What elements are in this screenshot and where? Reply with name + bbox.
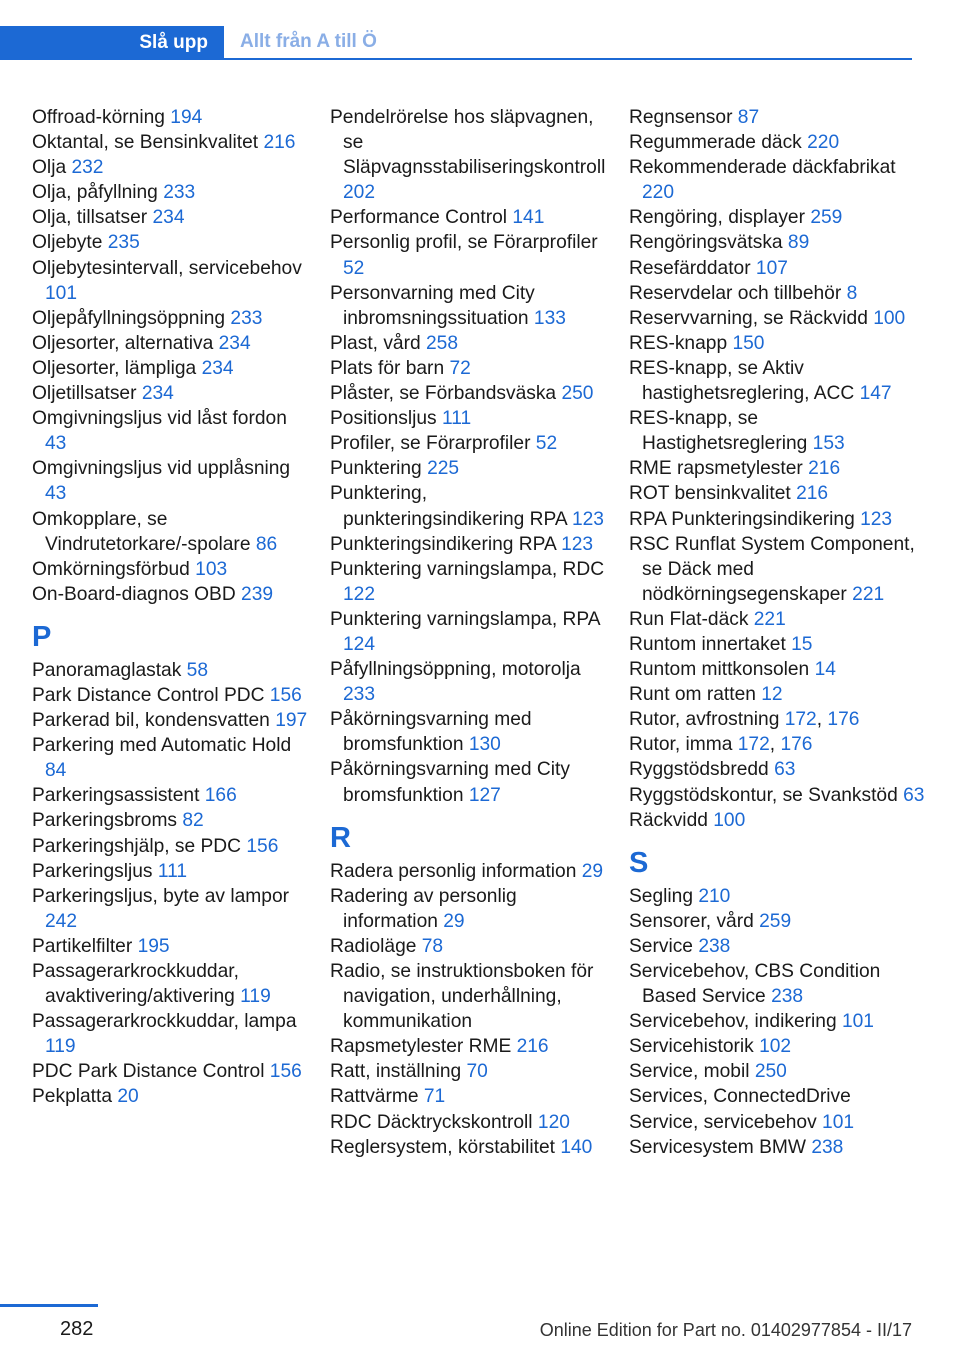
index-entry (629, 959, 925, 1009)
index-term: Services, ConnectedDrive (629, 1086, 851, 1108)
page-link[interactable]: 82 (182, 810, 204, 832)
page-link[interactable]: 29 (443, 910, 465, 932)
index-entry (330, 1110, 612, 1135)
page-link[interactable]: 63 (903, 784, 925, 806)
index-entry (330, 456, 612, 481)
index-term: Parkeringsljus, byte av lampor (32, 885, 290, 907)
page-link[interactable]: 259 (810, 207, 843, 229)
section-letter: P (32, 620, 52, 653)
page-link[interactable]: 194 (170, 107, 203, 128)
index-entry (330, 1135, 612, 1160)
page-link[interactable]: 63 (774, 759, 796, 781)
index-term: Oljebytesintervall, servicebehov (32, 257, 302, 279)
page-link[interactable]: 119 (240, 986, 271, 1008)
index-term: Omgivningsljus vid låst fordon (32, 408, 287, 430)
index-term: Omkörningsförbud (32, 558, 196, 580)
page-link[interactable]: 14 (814, 659, 836, 681)
index-term: Oljesorter, lämpliga (32, 357, 202, 379)
section-letter: R (330, 821, 351, 854)
page-link[interactable]: 239 (241, 583, 274, 605)
page-link[interactable]: 176 (827, 709, 860, 731)
index-entry (330, 607, 612, 657)
index-term: Offroad-körning (32, 107, 171, 128)
index-entry (629, 884, 925, 909)
index-entry (330, 532, 612, 557)
page-link[interactable]: 78 (421, 935, 444, 957)
index-entry (330, 657, 612, 707)
index-entry (330, 356, 612, 381)
index-entry (629, 1059, 925, 1084)
index-column-2 (330, 105, 612, 1160)
page-separator: , (769, 734, 781, 756)
page-link[interactable]: 111 (157, 860, 188, 882)
tab-sla-upp[interactable]: Slå upp (0, 26, 224, 60)
index-term: RME rapsmetylester (629, 458, 809, 480)
page-link[interactable]: 221 (852, 583, 885, 605)
index-term: Påkörningsvarning med bromsfunktion (330, 709, 532, 756)
index-entry (629, 757, 925, 782)
page-link[interactable]: 102 (759, 1036, 792, 1058)
index-entry (32, 205, 312, 230)
index-term: Oljepåfyllningsöppning (32, 307, 231, 329)
index-entry (629, 105, 925, 130)
index-entry (330, 859, 612, 884)
index-entry (32, 180, 312, 205)
page-link[interactable]: 221 (753, 608, 786, 630)
index-term: Personvarning med City inbromsningssituation (330, 282, 535, 329)
index-term: Parkeringsbroms (32, 810, 183, 832)
index-term: Servicebehov, CBS Condition Based Service (629, 961, 881, 1008)
index-entry (629, 306, 925, 331)
index-term: Oljetillsatser (32, 383, 142, 405)
index-entry (629, 331, 925, 356)
index-term: ROT bensinkvalitet (629, 483, 797, 505)
index-term: Plats för barn (330, 357, 450, 379)
index-term: Rutor, avfrostning (629, 709, 785, 731)
index-entry (330, 1059, 612, 1084)
page-link[interactable]: 216 (808, 458, 841, 480)
header-tabs (0, 26, 896, 60)
index-term: Park Distance Control PDC (32, 684, 270, 706)
page-link[interactable]: 216 (263, 132, 296, 154)
page-link[interactable]: 233 (343, 684, 376, 706)
page-link[interactable]: 84 (45, 760, 67, 782)
index-term: Plast, vård (330, 332, 426, 354)
page-link[interactable]: 15 (791, 633, 813, 655)
index-term: Parkerad bil, kondensvatten (32, 710, 276, 732)
index-term: Runtom mittkonsolen (629, 659, 815, 681)
page-link[interactable]: 166 (204, 785, 237, 807)
page-link[interactable]: 103 (195, 558, 228, 580)
index-entry (32, 834, 312, 859)
index-entry (330, 331, 612, 356)
page-link[interactable]: 43 (45, 433, 67, 455)
index-term: Punktering varningslampa, RDC (330, 558, 605, 580)
page-link[interactable]: 202 (343, 182, 376, 204)
index-term: Servicesystem BMW (629, 1136, 812, 1158)
page-link[interactable]: 123 (860, 508, 893, 530)
index-term: Service, servicebehov (629, 1111, 823, 1133)
edition-line: Online Edition for Part no. 01402977854 - II/17 (539, 1320, 912, 1340)
index-entry (330, 105, 612, 205)
index-entry (629, 281, 925, 306)
index-entry (629, 406, 925, 456)
index-entry (330, 707, 612, 757)
index-term: RES-knapp (629, 332, 733, 354)
index-column-3 (629, 105, 925, 1160)
index-entry (32, 356, 312, 381)
page-link[interactable]: 122 (343, 583, 376, 605)
index-term: Punktering, punkteringsindikering RPA (330, 483, 572, 530)
index-entry (330, 481, 612, 531)
index-entry (330, 230, 612, 280)
index-term: Partikelfilter (32, 935, 138, 957)
index-entry (32, 1084, 312, 1109)
index-entry (32, 331, 312, 356)
index-entry (32, 306, 312, 331)
index-entry (629, 456, 925, 481)
index-term: Rekommenderade däckfabrikat (629, 157, 896, 179)
page-separator: , (816, 709, 828, 731)
page-link[interactable]: 119 (45, 1036, 76, 1058)
index-term: Ratt, inställning (330, 1061, 467, 1083)
index-term: Positionsljus (330, 408, 442, 430)
index-entry (629, 1034, 925, 1059)
page-link[interactable]: 141 (512, 207, 545, 229)
index-term: Oljesorter, alternativa (32, 332, 219, 354)
index-term: RSC Runflat System Component, se Däck med nödkörningsegenskaper (629, 533, 915, 605)
index-entry (32, 658, 312, 683)
index-term: Reservdelar och tillbehör (629, 282, 847, 304)
index-entry (629, 1009, 925, 1034)
index-term: RES-knapp, se Hastighetsreglering (629, 408, 813, 455)
page-link[interactable]: 210 (698, 885, 731, 907)
page-link[interactable]: 52 (535, 433, 558, 455)
index-term: PDC Park Distance Control (32, 1061, 270, 1083)
page-link[interactable]: 156 (269, 1061, 302, 1083)
page-link[interactable]: 232 (71, 157, 104, 179)
index-entry (330, 1084, 612, 1109)
page-link[interactable]: 250 (561, 383, 594, 405)
index-entry (629, 909, 925, 934)
index-entry (629, 732, 925, 757)
index-term: Omgivningsljus vid upplåsning (32, 458, 291, 480)
index-term: Ryggstödskontur, se Svankstöd (629, 784, 904, 806)
index-entry (629, 230, 925, 255)
index-term: Regummerade däck (629, 132, 808, 154)
index-entry (32, 808, 312, 833)
index-entry (629, 130, 925, 155)
page-link[interactable]: 86 (255, 533, 278, 555)
index-term: Rengöringsvätska (629, 232, 788, 254)
index-entry (629, 808, 925, 833)
index-entry (32, 105, 312, 130)
index-entry (629, 155, 925, 205)
page-link[interactable]: 150 (732, 332, 765, 354)
index-term: RPA Punkteringsindikering (629, 508, 861, 530)
page-link[interactable]: 176 (780, 734, 813, 756)
page-link[interactable]: 101 (822, 1111, 855, 1133)
page-link[interactable]: 220 (807, 132, 840, 154)
page-link[interactable]: 12 (761, 684, 783, 706)
index-term: Olja (32, 157, 72, 179)
page-link[interactable]: 234 (141, 383, 174, 405)
index-term: Rattvärme (330, 1086, 424, 1108)
index-entry (32, 1009, 312, 1059)
page-link[interactable]: 234 (152, 207, 185, 229)
index-term: Regnsensor (629, 107, 738, 128)
page-link[interactable]: 220 (642, 182, 675, 204)
index-term: Rapsmetylester RME (330, 1036, 517, 1058)
page-link[interactable]: 101 (841, 1011, 874, 1033)
index-term: Omkopplare, se Vindrutetorkare/-spolare (32, 508, 256, 555)
index-term: Radera personlig information (330, 860, 582, 882)
index-term: Parkeringsassistent (32, 785, 205, 807)
index-term: Run Flat-däck (629, 608, 754, 630)
index-entry (629, 1084, 925, 1109)
page-link[interactable]: 195 (137, 935, 170, 957)
index-term: Segling (629, 885, 699, 907)
page-link[interactable]: 216 (516, 1036, 549, 1058)
page-link[interactable]: 225 (427, 458, 460, 480)
index-entry (330, 1034, 612, 1059)
index-entry (32, 256, 312, 306)
index-term: Radioläge (330, 935, 422, 957)
index-term: Radio, se instruktionsboken för navigation, underhållning, kommunikation (330, 961, 594, 1033)
index-term: Performance Control (330, 207, 513, 229)
index-term: Passagerarkrockkuddar, avaktivering/aktivering (32, 961, 241, 1008)
page-link[interactable]: 153 (812, 433, 845, 455)
page-link[interactable]: 156 (246, 835, 279, 857)
index-entry (330, 959, 612, 1034)
index-term: Punktering (330, 458, 428, 480)
page-link[interactable]: 100 (713, 809, 746, 831)
index-entry (32, 733, 312, 783)
page-link[interactable]: 156 (269, 684, 302, 706)
page-link[interactable]: 242 (45, 910, 78, 932)
page-link[interactable]: 123 (561, 533, 594, 555)
index-entry (629, 934, 925, 959)
page-link[interactable]: 238 (811, 1136, 844, 1158)
index-term: Parkeringsljus (32, 860, 158, 882)
index-term: Parkering med Automatic Hold (32, 735, 292, 757)
index-entry (330, 406, 612, 431)
section-letter: S (629, 846, 649, 879)
page-link[interactable]: 20 (117, 1086, 139, 1108)
index-entry (330, 205, 612, 230)
index-entry (330, 281, 612, 331)
index-term: Pekplatta (32, 1086, 118, 1108)
page-link[interactable]: 234 (201, 357, 234, 379)
index-term: Oktantal, se Bensinkvalitet (32, 132, 264, 154)
page-link[interactable]: 238 (771, 986, 804, 1008)
index-term: Punkteringsindikering RPA (330, 533, 562, 555)
page-link[interactable]: 87 (737, 107, 760, 128)
page-link[interactable]: 233 (163, 182, 196, 204)
index-term: RES-knapp, se Aktiv hastighetsreglering, ACC (629, 357, 860, 405)
page-link[interactable]: 107 (755, 257, 788, 279)
index-entry (629, 1110, 925, 1135)
index-term: Service (629, 935, 699, 957)
index-entry (32, 582, 312, 607)
page-link[interactable]: 234 (218, 332, 251, 354)
page-link[interactable]: 71 (423, 1086, 446, 1108)
page-link[interactable]: 172 (737, 734, 770, 756)
page-link[interactable]: 43 (45, 483, 67, 505)
index-term: Radering av personlig information (330, 885, 517, 932)
index-entry (330, 381, 612, 406)
index-entry (32, 381, 312, 406)
index-entry (629, 657, 925, 682)
index-entry (32, 783, 312, 808)
page-link[interactable]: 133 (533, 307, 566, 329)
index-term: Panoramaglastak (32, 659, 187, 681)
index-entry (330, 884, 612, 934)
index-entry (629, 507, 925, 532)
index-term: Resefärddator (629, 257, 756, 279)
page-link[interactable]: 100 (873, 307, 906, 329)
index-entry (32, 683, 312, 708)
page-link[interactable]: 89 (787, 232, 810, 254)
index-term: On-Board-diagnos OBD (32, 583, 242, 605)
page-link[interactable]: 58 (186, 659, 208, 681)
index-entry (629, 607, 925, 632)
index-entry (32, 934, 312, 959)
page-link[interactable]: 111 (441, 408, 472, 430)
index-term: Påkörningsvarning med City bromsfunktion (330, 759, 570, 806)
footer-accent-bar (0, 1304, 98, 1307)
index-term: Ryggstödsbredd (629, 759, 775, 781)
index-entry (330, 934, 612, 959)
index-entry (629, 481, 925, 506)
page-link[interactable]: 8 (846, 282, 858, 304)
page-link[interactable]: 101 (45, 282, 78, 304)
index-term: Olja, påfyllning (32, 182, 164, 204)
index-entry (32, 557, 312, 582)
index-entry (32, 456, 312, 506)
index-term: Reservvarning, se Räckvidd (629, 307, 874, 329)
index-entry (330, 757, 612, 807)
index-entry (629, 205, 925, 230)
page-link[interactable]: 258 (425, 332, 458, 354)
page-link[interactable]: 147 (859, 383, 892, 405)
page-link[interactable]: 72 (449, 357, 471, 379)
page-link[interactable]: 29 (581, 860, 604, 882)
page-link[interactable]: 120 (537, 1111, 570, 1133)
index-term: Servicehistorik (629, 1036, 760, 1058)
index-term: Pendelrörelse hos släpvagnen, se Släpvagnsstabiliseringskontroll (330, 107, 606, 179)
page-link[interactable]: 123 (571, 508, 604, 530)
index-entry (32, 1059, 312, 1084)
page-link[interactable]: 197 (275, 710, 308, 732)
page-link[interactable]: 216 (796, 483, 829, 505)
index-entry (629, 682, 925, 707)
index-term: Rengöring, displayer (629, 207, 811, 229)
page-link[interactable]: 238 (698, 935, 731, 957)
page-link[interactable]: 233 (230, 307, 263, 329)
index-entry (629, 256, 925, 281)
page-link[interactable]: 127 (468, 784, 501, 806)
index-term: Punktering varningslampa, RPA (330, 608, 600, 630)
page-link[interactable]: 130 (468, 734, 501, 756)
index-entry (32, 859, 312, 884)
index-entry (629, 1135, 925, 1160)
index-entry (32, 230, 312, 255)
index-entry (32, 406, 312, 456)
index-term: RDC Däcktryckskontroll (330, 1111, 538, 1133)
page-number: 282 (60, 1318, 94, 1340)
index-entry (330, 557, 612, 607)
tab-allt-fran-a-till-o[interactable]: Allt från A till Ö (224, 26, 912, 60)
page-link[interactable]: 124 (343, 633, 376, 655)
index-term: Personlig profil, se Förarprofiler (330, 232, 598, 254)
index-entry (32, 708, 312, 733)
index-entry (330, 431, 612, 456)
index-entry (629, 783, 925, 808)
index-entry (629, 707, 925, 732)
index-term: Runtom innertaket (629, 633, 792, 655)
index-term: Passagerarkrockkuddar, lampa (32, 1011, 297, 1033)
index-entry (32, 884, 312, 934)
index-term: Reglersystem, körstabilitet (330, 1136, 561, 1158)
page-link[interactable]: 52 (343, 257, 365, 279)
index-term: Sensorer, vård (629, 910, 760, 932)
index-entry (32, 507, 312, 557)
index-column-1 (32, 105, 312, 1110)
index-term: Räckvidd (629, 809, 714, 831)
index-entry (629, 532, 925, 607)
index-term: Oljebyte (32, 232, 108, 254)
index-entry (629, 632, 925, 657)
index-term: Rutor, imma (629, 734, 738, 756)
index-entry (32, 959, 312, 1009)
index-entry (629, 356, 925, 406)
index-entry (32, 155, 312, 180)
page-link[interactable]: 70 (466, 1061, 488, 1083)
page-link[interactable]: 172 (784, 709, 817, 731)
index-term: Parkeringshjälp, se PDC (32, 835, 247, 857)
index-term: Plåster, se Förbandsväska (330, 383, 562, 405)
page-link[interactable]: 235 (107, 232, 140, 254)
index-entry (32, 130, 312, 155)
index-term: Olja, tillsatser (32, 207, 153, 229)
page-link[interactable]: 140 (560, 1136, 593, 1158)
index-term: Servicebehov, indikering (629, 1011, 842, 1033)
index-term: Service, mobil (629, 1061, 755, 1083)
index-term: Påfyllningsöppning, motorolja (330, 659, 581, 681)
index-term: Profiler, se Förarprofiler (330, 433, 536, 455)
page-link[interactable]: 250 (754, 1061, 787, 1083)
page-link[interactable]: 259 (759, 910, 792, 932)
index-term: Runt om ratten (629, 684, 762, 706)
